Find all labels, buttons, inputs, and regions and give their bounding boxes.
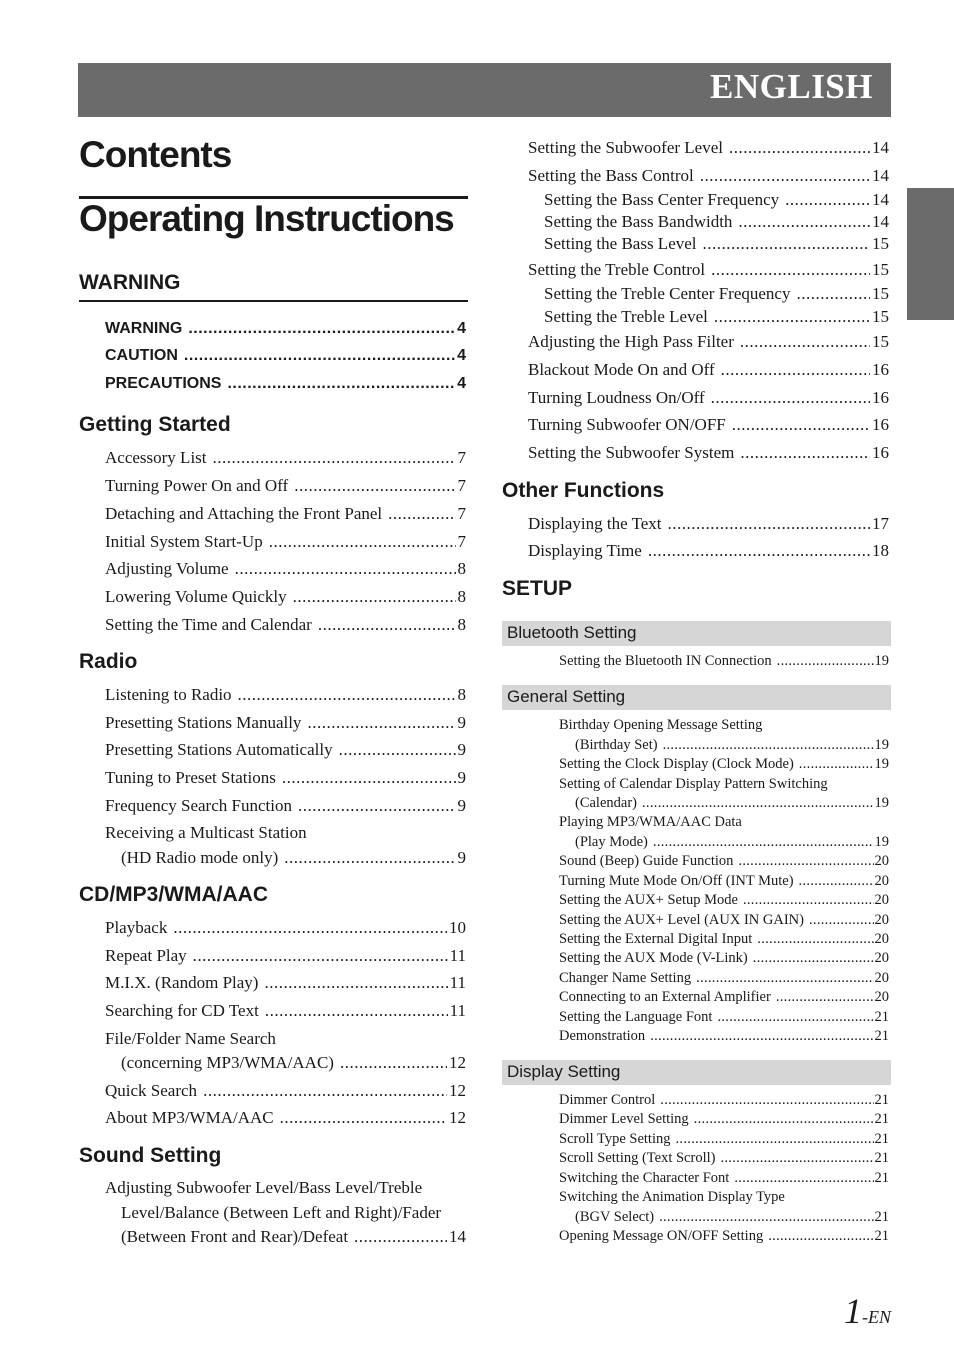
toc-page: 8 (457, 559, 466, 578)
toc-label: Scroll Setting (Text Scroll) (559, 1150, 716, 1166)
page-number-suffix: -EN (862, 1307, 891, 1327)
leader-dots (743, 891, 874, 910)
toc-entry[interactable] (559, 891, 889, 910)
leader-dots (703, 233, 870, 255)
toc-page: 16 (872, 388, 889, 407)
toc-entry[interactable] (105, 972, 466, 994)
leader-dots (648, 540, 870, 562)
leader-dots (339, 739, 456, 761)
toc-label: M.I.X. (Random Play) (105, 973, 259, 992)
toc-page: 16 (872, 360, 889, 379)
toc-page: 17 (872, 514, 889, 533)
toc-entry[interactable] (559, 1008, 889, 1027)
toc-page: 7 (457, 532, 466, 551)
toc-label[interactable]: File/Folder Name Search (105, 1029, 276, 1048)
subsection-bar-bluetooth (502, 621, 891, 646)
side-tab-marker (907, 188, 954, 320)
toc-page: 14 (872, 138, 889, 157)
leader-dots (694, 1110, 874, 1129)
leader-dots (740, 331, 870, 353)
toc-label: Tuning to Preset Stations (105, 768, 276, 787)
toc-entry[interactable] (559, 969, 889, 988)
toc-page: 11 (449, 946, 466, 965)
toc-label: Lowering Volume Quickly (105, 587, 287, 606)
section-heading-cd: CD/MP3/WMA/AAC (79, 883, 268, 906)
toc-page: 21 (874, 1111, 889, 1127)
page-number (844, 1290, 891, 1332)
toc-page: 14 (872, 212, 889, 231)
toc-label-continued: Level/Balance (Between Left and Right)/Fader (121, 1203, 442, 1222)
leader-dots (659, 1208, 873, 1227)
toc-label: Displaying Time (528, 541, 642, 560)
toc-label[interactable]: Birthday Opening Message Setting (559, 717, 763, 733)
toc-label: Turning Power On and Off (105, 476, 289, 495)
toc-label: Blackout Mode On and Off (528, 360, 715, 379)
toc-entry[interactable] (528, 540, 889, 562)
section-heading-radio: Radio (79, 650, 138, 673)
toc-label[interactable]: Switching the Animation Display Type (559, 1189, 785, 1205)
toc-label: WARNING (105, 320, 183, 337)
toc-label: Setting the Subwoofer Level (528, 138, 723, 157)
toc-page: 20 (874, 931, 889, 947)
toc-label: Turning Loudness On/Off (528, 388, 705, 407)
toc-entry[interactable] (528, 137, 889, 159)
toc-label: Setting the Treble Center Frequency (544, 284, 791, 303)
toc-label-continued: (Birthday Set) (575, 737, 658, 753)
leader-dots (776, 988, 874, 1007)
leader-dots (717, 1008, 873, 1027)
toc-entry[interactable] (121, 847, 466, 869)
toc-label: About MP3/WMA/AAC (105, 1108, 274, 1127)
toc-entry[interactable] (105, 475, 466, 497)
leader-dots (753, 949, 874, 968)
leader-dots (796, 283, 870, 305)
toc-label: Quick Search (105, 1081, 198, 1100)
toc-entry[interactable] (105, 503, 466, 525)
leader-dots (720, 1149, 873, 1168)
subsection-title: Display Setting (507, 1062, 621, 1081)
toc-label: Setting the Bass Center Frequency (544, 190, 780, 209)
toc-entry[interactable] (105, 1080, 466, 1102)
toc-label: Setting the AUX Mode (V-Link) (559, 950, 748, 966)
toc-page: 11 (449, 973, 466, 992)
toc-entry[interactable] (559, 1149, 889, 1168)
toc-label: Setting the Subwoofer System (528, 443, 735, 462)
leader-dots (307, 712, 455, 734)
toc-label: PRECAUTIONS (105, 375, 222, 392)
toc-entry[interactable] (559, 1091, 889, 1110)
leader-dots (318, 614, 456, 636)
toc-page: 16 (872, 443, 889, 462)
toc-page: 15 (872, 260, 889, 279)
toc-entry[interactable] (105, 614, 466, 636)
subsection-bar-display (502, 1060, 891, 1085)
toc-label-continued: (Between Front and Rear)/Defeat (121, 1227, 349, 1246)
toc-entry[interactable] (559, 1110, 889, 1129)
leader-dots (269, 531, 456, 553)
leader-dots (740, 442, 870, 464)
toc-page: 7 (457, 448, 466, 467)
toc-entry[interactable] (559, 872, 889, 891)
toc-page: 20 (874, 950, 889, 966)
toc-page: 4 (457, 375, 466, 392)
leader-dots (340, 1052, 447, 1074)
leader-dots (714, 306, 870, 328)
page-number-value: 1 (844, 1291, 862, 1331)
leader-dots (293, 586, 456, 608)
leader-dots (668, 513, 870, 535)
toc-label: Setting the AUX+ Setup Mode (559, 892, 738, 908)
toc-entry[interactable] (528, 331, 889, 353)
toc-entry[interactable] (105, 1000, 466, 1022)
toc-page: 19 (874, 737, 889, 753)
toc-entry[interactable] (544, 306, 889, 328)
toc-entry[interactable] (105, 447, 466, 469)
toc-label: Setting the Treble Level (544, 307, 708, 326)
leader-dots (238, 684, 456, 706)
contents-title: Contents (79, 134, 232, 175)
toc-page: 21 (874, 1209, 889, 1225)
toc-label: Scroll Type Setting (559, 1131, 671, 1147)
toc-entry[interactable] (575, 833, 889, 852)
leader-dots (354, 1226, 447, 1248)
toc-page: 20 (874, 989, 889, 1005)
leader-dots (721, 359, 870, 381)
toc-label: Setting the Bass Level (544, 234, 697, 253)
toc-page: 9 (457, 740, 466, 759)
leader-dots (294, 475, 455, 497)
toc-page: 19 (874, 756, 889, 772)
toc-page: 14 (449, 1227, 466, 1246)
toc-entry[interactable] (105, 945, 466, 967)
toc-page: 14 (872, 190, 889, 209)
leader-dots (663, 736, 874, 755)
toc-entry[interactable] (559, 930, 889, 949)
leader-dots (298, 795, 456, 817)
toc-label: Demonstration (559, 1028, 646, 1044)
toc-label: Setting the Language Font (559, 1009, 713, 1025)
toc-entry[interactable] (105, 684, 466, 706)
leader-dots (650, 1027, 873, 1046)
section-heading-setup: SETUP (502, 577, 573, 600)
leader-dots (265, 1000, 448, 1022)
toc-page: 8 (457, 685, 466, 704)
toc-page: 21 (874, 1028, 889, 1044)
toc-label: Accessory List (105, 448, 207, 467)
toc-entry[interactable] (559, 755, 889, 774)
toc-page: 21 (874, 1009, 889, 1025)
toc-entry[interactable] (559, 949, 889, 968)
leader-dots (388, 503, 455, 525)
toc-label: Opening Message ON/OFF Setting (559, 1228, 764, 1244)
leader-dots (711, 387, 870, 409)
toc-page: 21 (874, 1131, 889, 1147)
leader-dots (173, 917, 447, 939)
toc-label: Turning Mute Mode On/Off (INT Mute) (559, 873, 794, 889)
leader-dots (193, 945, 448, 967)
toc-entry[interactable] (105, 917, 466, 939)
leader-dots (700, 165, 870, 187)
toc-page: 7 (457, 504, 466, 523)
leader-dots (280, 1107, 447, 1129)
toc-label[interactable]: Adjusting Subwoofer Level/Bass Level/Treble (105, 1178, 423, 1197)
leader-dots (738, 211, 870, 233)
toc-entry[interactable] (559, 911, 889, 930)
toc-page: 4 (457, 347, 466, 364)
toc-page: 15 (872, 332, 889, 351)
toc-label: Setting the AUX+ Level (AUX IN GAIN) (559, 912, 804, 928)
toc-label: Dimmer Level Setting (559, 1111, 689, 1127)
leader-dots (660, 1091, 873, 1110)
leader-dots (696, 969, 873, 988)
toc-label: Switching the Character Font (559, 1170, 730, 1186)
leader-dots (282, 767, 456, 789)
toc-page: 21 (874, 1228, 889, 1244)
toc-label: Playback (105, 918, 168, 937)
toc-page: 4 (457, 320, 466, 337)
toc-label: Presetting Stations Automatically (105, 740, 333, 759)
toc-label-continued: (HD Radio mode only) (121, 848, 279, 867)
leader-dots (799, 872, 874, 891)
leader-dots (203, 1080, 447, 1102)
toc-entry[interactable] (105, 795, 466, 817)
toc-label: Detaching and Attaching the Front Panel (105, 504, 383, 523)
leader-dots (734, 1169, 873, 1188)
toc-page: 12 (449, 1053, 466, 1072)
toc-page: 20 (874, 853, 889, 869)
toc-entry[interactable] (105, 1107, 466, 1129)
toc-entry[interactable] (105, 767, 466, 789)
toc-label: Adjusting Volume (105, 559, 229, 578)
leader-dots (213, 447, 456, 469)
toc-label: Repeat Play (105, 946, 187, 965)
leader-dots (809, 911, 874, 930)
toc-entry[interactable] (528, 259, 889, 281)
toc-page: 15 (872, 307, 889, 326)
toc-page: 19 (874, 795, 889, 811)
toc-label: Setting the External Digital Input (559, 931, 753, 947)
toc-page: 7 (457, 476, 466, 495)
subsection-title: General Setting (507, 687, 626, 706)
toc-entry[interactable] (559, 852, 889, 871)
toc-label-continued: (Calendar) (575, 795, 637, 811)
toc-entry[interactable] (575, 1208, 889, 1227)
toc-label[interactable]: Playing MP3/WMA/AAC Data (559, 814, 742, 830)
leader-dots (184, 345, 455, 367)
toc-entry[interactable] (559, 652, 889, 671)
toc-label-continued: (BGV Select) (575, 1209, 655, 1225)
toc-entry[interactable] (528, 414, 889, 436)
section-heading-getting-started: Getting Started (79, 413, 231, 436)
toc-entry[interactable] (105, 373, 466, 395)
toc-label: CAUTION (105, 347, 178, 364)
toc-page: 8 (457, 615, 466, 634)
toc-entry[interactable] (559, 1130, 889, 1149)
leader-dots (738, 852, 873, 871)
toc-label: Adjusting the High Pass Filter (528, 332, 734, 351)
toc-page: 20 (874, 873, 889, 889)
toc-page: 16 (872, 415, 889, 434)
toc-page: 12 (449, 1081, 466, 1100)
toc-label: Listening to Radio (105, 685, 232, 704)
toc-entry[interactable] (575, 794, 889, 813)
warning-rule (79, 300, 468, 302)
section-heading-warning: WARNING (79, 271, 181, 294)
leader-dots (188, 318, 455, 340)
subsection-bar-general (502, 685, 891, 710)
leader-dots (264, 972, 447, 994)
toc-label: Setting the Time and Calendar (105, 615, 312, 634)
toc-page: 19 (874, 834, 889, 850)
toc-entry[interactable] (544, 283, 889, 305)
toc-entry[interactable] (544, 189, 889, 211)
toc-label: Sound (Beep) Guide Function (559, 853, 734, 869)
toc-entry[interactable] (528, 442, 889, 464)
toc-page: 15 (872, 234, 889, 253)
leader-dots (785, 189, 870, 211)
toc-page: 20 (874, 970, 889, 986)
toc-label: Setting the Bass Control (528, 166, 694, 185)
toc-page: 19 (874, 653, 889, 669)
toc-label[interactable]: Setting of Calendar Display Pattern Switching (559, 776, 828, 792)
toc-page: 9 (457, 848, 466, 867)
toc-entry[interactable] (575, 736, 889, 755)
toc-label: Searching for CD Text (105, 1001, 259, 1020)
toc-label: Frequency Search Function (105, 796, 292, 815)
leader-dots (757, 930, 873, 949)
toc-label[interactable]: Receiving a Multicast Station (105, 823, 307, 842)
leader-dots (768, 1227, 873, 1246)
section-heading-sound: Sound Setting (79, 1144, 222, 1167)
toc-label: Turning Subwoofer ON/OFF (528, 415, 726, 434)
toc-entry[interactable] (105, 586, 466, 608)
toc-page: 9 (457, 768, 466, 787)
subsection-title: Bluetooth Setting (507, 623, 637, 642)
toc-entry[interactable] (105, 558, 466, 580)
toc-entry[interactable] (121, 1052, 466, 1074)
section-heading-other-functions: Other Functions (502, 479, 665, 502)
toc-entry[interactable] (528, 387, 889, 409)
leader-dots (777, 652, 874, 671)
operating-instructions-title: Operating Instructions (79, 198, 454, 239)
toc-label-continued: (Play Mode) (575, 834, 648, 850)
toc-entry[interactable] (105, 531, 466, 553)
leader-dots (235, 558, 456, 580)
toc-label: Changer Name Setting (559, 970, 692, 986)
toc-label: Setting the Bass Bandwidth (544, 212, 733, 231)
toc-page: 15 (872, 284, 889, 303)
toc-entry[interactable] (105, 345, 466, 367)
toc-page: 9 (457, 713, 466, 732)
toc-label: Setting the Bluetooth IN Connection (559, 653, 772, 669)
toc-label: Setting the Treble Control (528, 260, 706, 279)
toc-page: 21 (874, 1170, 889, 1186)
toc-page: 8 (457, 587, 466, 606)
toc-page: 18 (872, 541, 889, 560)
leader-dots (732, 414, 870, 436)
toc-page: 11 (449, 1001, 466, 1020)
toc-entry[interactable] (559, 1027, 889, 1046)
toc-page: 20 (874, 892, 889, 908)
toc-entry[interactable] (528, 359, 889, 381)
toc-entry[interactable] (528, 513, 889, 535)
toc-entry[interactable] (559, 1169, 889, 1188)
toc-page: 9 (457, 796, 466, 815)
toc-page: 21 (874, 1092, 889, 1108)
toc-label: Presetting Stations Manually (105, 713, 302, 732)
toc-entry[interactable] (559, 1227, 889, 1246)
leader-dots (653, 833, 874, 852)
leader-dots (729, 137, 870, 159)
leader-dots (642, 794, 874, 813)
toc-entry[interactable] (105, 712, 466, 734)
toc-entry[interactable] (105, 739, 466, 761)
toc-page: 20 (874, 912, 889, 928)
toc-label: Dimmer Control (559, 1092, 656, 1108)
toc-label-continued: (concerning MP3/WMA/AAC) (121, 1053, 334, 1072)
language-label: ENGLISH (710, 67, 873, 106)
leader-dots (799, 755, 874, 774)
toc-label: Initial System Start-Up (105, 532, 263, 551)
leader-dots (227, 373, 455, 395)
toc-page: 12 (449, 1108, 466, 1127)
toc-page: 14 (872, 166, 889, 185)
toc-entry[interactable] (544, 211, 889, 233)
leader-dots (711, 259, 870, 281)
toc-page: 21 (874, 1150, 889, 1166)
toc-label: Displaying the Text (528, 514, 662, 533)
toc-entry[interactable] (105, 318, 466, 340)
language-banner (78, 63, 891, 117)
leader-dots (284, 847, 455, 869)
toc-entry[interactable] (559, 988, 889, 1007)
toc-page: 10 (449, 918, 466, 937)
toc-entry[interactable] (544, 233, 889, 255)
toc-entry[interactable] (528, 165, 889, 187)
toc-label: Connecting to an External Amplifier (559, 989, 771, 1005)
leader-dots (676, 1130, 874, 1149)
toc-label: Setting the Clock Display (Clock Mode) (559, 756, 794, 772)
toc-entry[interactable] (121, 1226, 466, 1248)
